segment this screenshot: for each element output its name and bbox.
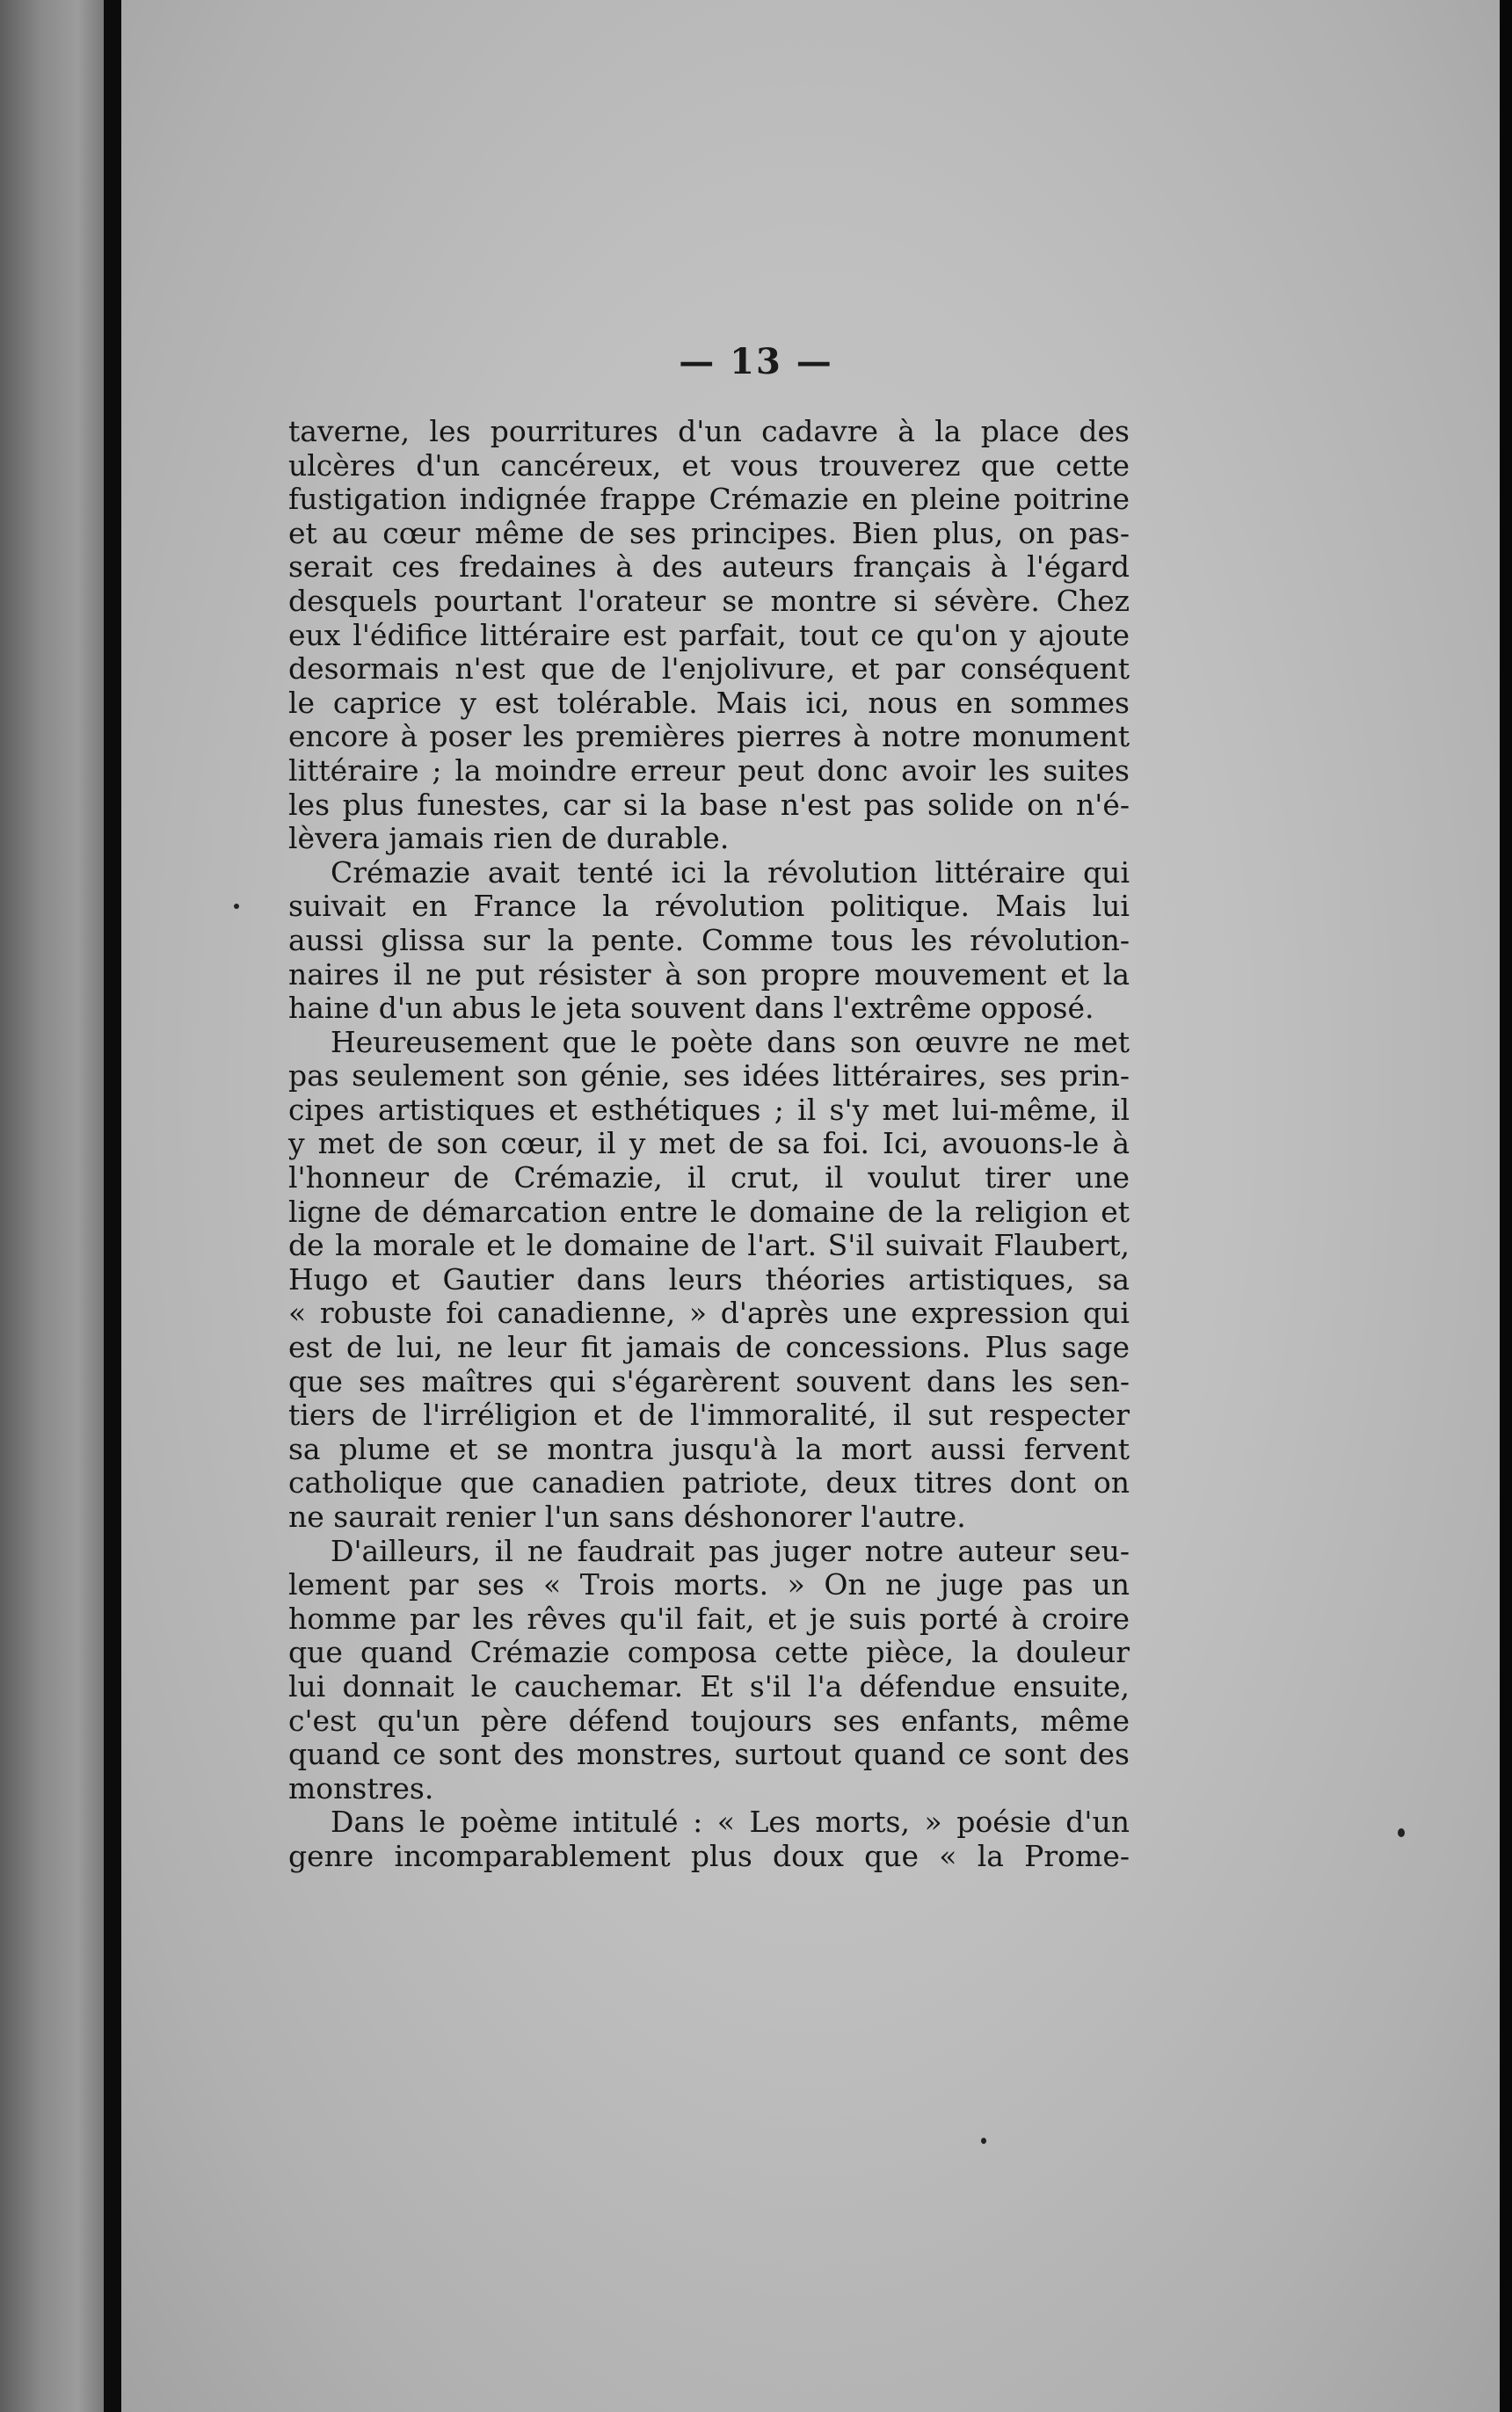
text-line: lement par ses « Trois morts. » On ne juge pas un xyxy=(288,1567,1130,1602)
text-line: que quand Crémazie composa cette pièce, la douleur xyxy=(288,1635,1130,1670)
text-line: le caprice y est tolérable. Mais ici, nous en sommes xyxy=(288,685,1130,720)
text-line: quand ce sont des monstres, surtout quand ce sont des xyxy=(288,1737,1130,1772)
text-line: c'est qu'un père défend toujours ses enfants, même xyxy=(288,1703,1130,1738)
text-line: pas seulement son génie, ses idées littéraires, ses prin- xyxy=(288,1058,1130,1093)
text-line: y met de son cœur, il y met de sa foi. Ici, avouons-le à xyxy=(288,1126,1130,1161)
text-line: suivait en France la révolution politique. Mais lui xyxy=(288,889,1130,924)
text-line: de la morale et le domaine de l'art. S'il suivait Flaubert, xyxy=(288,1228,1130,1263)
text-line: monstres. xyxy=(288,1770,434,1805)
text-line: littéraire ; la moindre erreur peut donc avoir les suites xyxy=(288,752,1130,788)
text-line: sa plume et se montra jusqu'à la mort aussi fervent xyxy=(288,1431,1130,1466)
text-line: Crémazie avait tenté ici la révolution littéraire qui xyxy=(331,854,1130,890)
text-line: Dans le poème intitulé : « Les morts, » poésie d'un xyxy=(331,1805,1130,1840)
text-line: fustigation indignée frappe Crémazie en pleine poitrine xyxy=(288,482,1130,517)
text-line: catholique que canadien patriote, deux titres dont on xyxy=(288,1465,1130,1500)
page-number: — 13 — xyxy=(679,341,833,382)
text-line: taverne, les pourritures d'un cadavre à la place des xyxy=(288,414,1130,448)
text-line: « robuste foi canadienne, » d'après une expression qui xyxy=(288,1296,1130,1331)
dust-speck xyxy=(981,2138,986,2144)
text-line: haine d'un abus le jeta souvent dans l'extrême opposé. xyxy=(288,991,1094,1026)
text-line: tiers de l'irréligion et de l'immoralité, il sut respecter xyxy=(288,1398,1130,1433)
text-line: D'ailleurs, il ne faudrait pas juger notre auteur seu- xyxy=(331,1533,1130,1568)
text-line: cipes artistiques et esthétiques ; il s'y met lui-même, il xyxy=(288,1092,1130,1127)
text-line: les plus funestes, car si la base n'est pas solide on n'é- xyxy=(288,787,1130,822)
text-line: ulcères d'un cancéreux, et vous trouverez que cette xyxy=(288,447,1130,483)
text-line: naires il ne put résister à son propre mouvement et la xyxy=(288,956,1130,992)
text-line: eux l'édifice littéraire est parfait, tout ce qu'on y ajoute xyxy=(288,617,1130,652)
text-line: lèvera jamais rien de durable. xyxy=(288,821,730,856)
text-line: genre incomparablement plus doux que « la Prome- xyxy=(288,1838,1130,1873)
text-line: l'honneur de Crémazie, il crut, il voulut tirer une xyxy=(288,1160,1130,1195)
text-line: desquels pourtant l'orateur se montre si sévère. Chez xyxy=(288,583,1130,618)
text-line: que ses maîtres qui s'égarèrent souvent dans les sen- xyxy=(288,1363,1130,1399)
text-line: lui donnait le cauchemar. Et s'il l'a défendue ensuite, xyxy=(288,1668,1130,1704)
text-line: Heureusement que le poète dans son œuvre ne met xyxy=(331,1024,1130,1059)
dust-speck xyxy=(234,904,239,909)
text-line: Hugo et Gautier dans leurs théories artistiques, sa xyxy=(288,1261,1130,1297)
text-line: encore à poser les premières pierres à notre monument xyxy=(288,719,1130,754)
dust-speck xyxy=(1398,1828,1405,1837)
text-line: aussi glissa sur la pente. Comme tous les révolution- xyxy=(288,922,1130,957)
text-line: est de lui, ne leur fit jamais de concessions. Plus sage xyxy=(288,1330,1130,1365)
body-text xyxy=(288,415,1130,1874)
text-line: desormais n'est que de l'enjolivure, et par conséquent xyxy=(288,651,1130,687)
text-line: ligne de démarcation entre le domaine de la religion et xyxy=(288,1194,1130,1229)
text-line: ne saurait renier l'un sans déshonorer l'autre. xyxy=(288,1500,966,1534)
text-line: et au cœur même de ses principes. Bien plus, on pas- xyxy=(288,515,1130,550)
text-line: serait ces fredaines à des auteurs français à l'égard xyxy=(288,549,1130,585)
text-line: homme par les rêves qu'il fait, et je suis porté à croire xyxy=(288,1601,1130,1636)
